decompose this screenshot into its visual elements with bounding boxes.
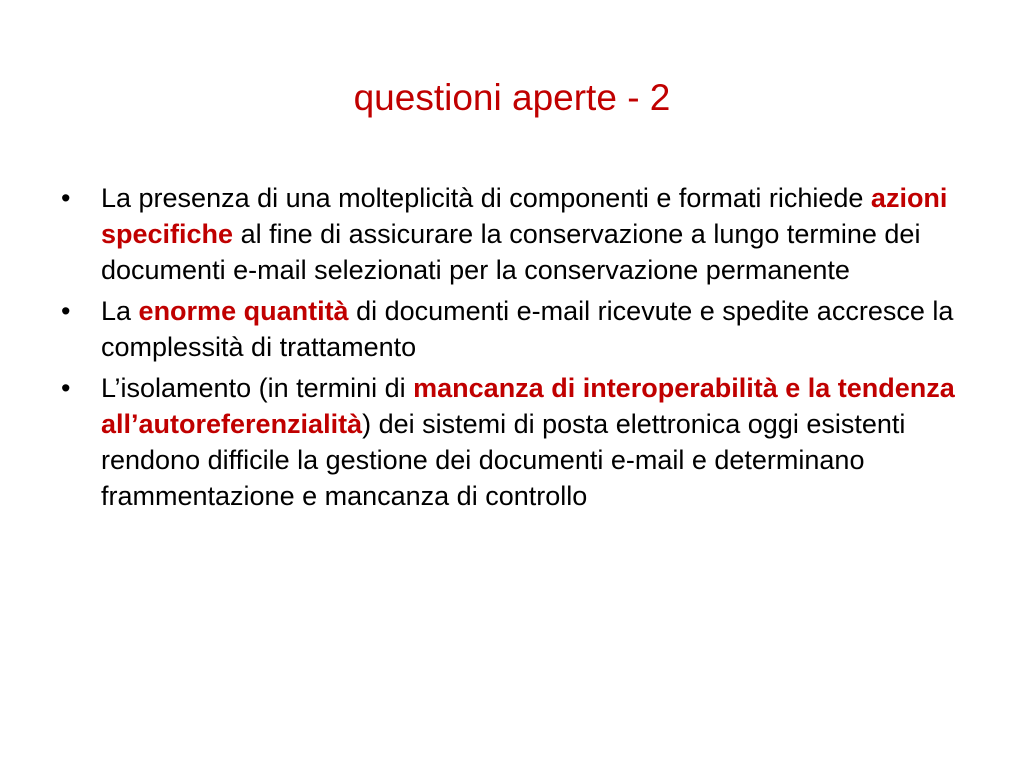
bullet-text: L’isolamento (in termini di xyxy=(101,373,414,403)
bullet-text: di documenti e-mail ricevute e spedite accresce la complessità di trattamento xyxy=(101,296,954,362)
bullet-emphasis: enorme quantità xyxy=(138,296,349,326)
bullet-item xyxy=(58,370,978,514)
bullet-item xyxy=(58,293,978,365)
bullet-icon: • xyxy=(61,296,71,326)
bullet-text: al fine di assicurare la conservazione a lungo termine dei documenti e-mail selezionati per la conservazione permanente xyxy=(101,219,921,285)
bullet-emphasis: mancanza di interoperabilità e la tendenza all’autoreferenzialità xyxy=(101,373,955,439)
bullet-icon: • xyxy=(61,183,71,213)
bullet-list xyxy=(58,180,978,519)
bullet-emphasis: azioni specifiche xyxy=(101,183,948,249)
bullet-icon: • xyxy=(61,373,71,403)
bullet-text: La xyxy=(101,296,139,326)
slide-title: questioni aperte - 2 xyxy=(353,77,671,118)
bullet-text: ) dei sistemi di posta elettronica oggi esistenti rendono difficile la gestione dei documenti e-mail e determinano frammentazione e mancanza di controllo xyxy=(101,409,906,511)
bullet-item xyxy=(58,180,978,288)
bullet-text: La presenza di una molteplicità di componenti e formati richiede xyxy=(101,183,871,213)
